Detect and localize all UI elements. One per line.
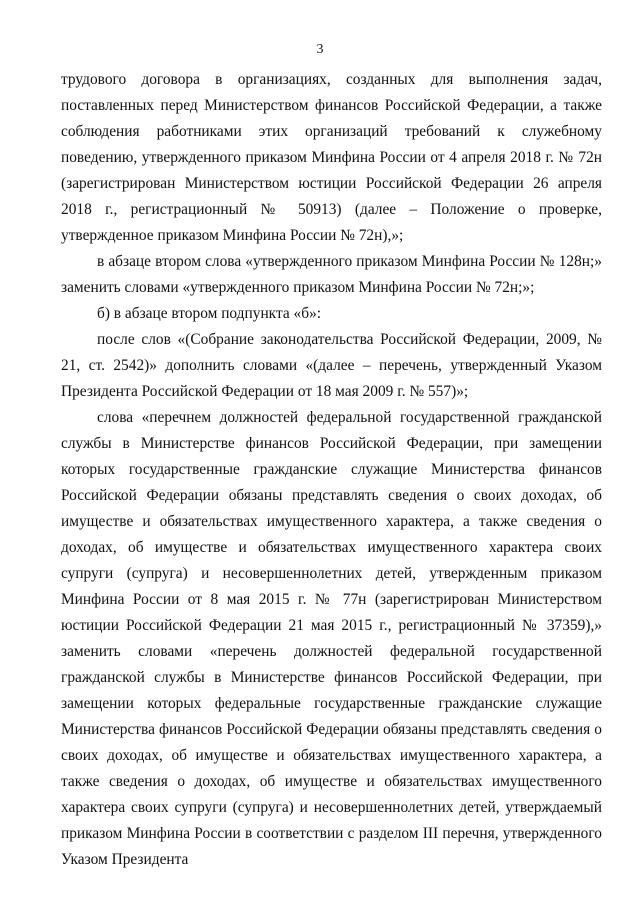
paragraph-subitem-b-heading: б) в абзаце втором подпункта «б»:	[97, 305, 322, 322]
document-body	[61, 67, 602, 873]
paragraph-words-replace: слова «перечнем должностей федеральной государственной гражданской службы в Министерстве финансов Российской Федерации, при замещении которых государственные гражданские служащие Министерства финансов Российской Федерации обязаны представлять сведения о своих доходах, об имуществе и обязательствах имущественного характера, а также сведения о доходах, об имуществе и обязательствах имущественного характера своих супруги (супруга) и несовершеннолетних детей, утвержденным приказом Минфина России от 8 мая 2015 г. № 77н (зарегистрирован Министерством юстиции Российской Федерации 21 мая 2015 г., регистрационный № 37359),» заменить словами «перечень должностей федеральной государственной гражданской службы в Министерстве финансов Российской Федерации, при замещении которых федеральные государственные гражданские служащие Министерства финансов Российской Федерации обязаны представлять сведения о своих доходах, об имуществе и обязательствах имущественного характера, а также сведения о доходах, об имуществе и обязательствах имущественного характера своих супруги (супруга) и несовершеннолетних детей, утверждаемый приказом Минфина России в соответствии с разделом III перечня, утвержденного Указом Президента	[61, 409, 602, 868]
paragraph-amendment-abzac-2: в абзаце втором слова «утвержденного приказом Минфина России № 128н;» заменить словами «утвержденного приказом Минфина России № 72н;»;	[61, 253, 602, 296]
paragraph-after-words: после слов «(Собрание законодательства Российской Федерации, 2009, № 21, ст. 2542)» дополнить словами «(далее – перечень, утвержденный Указом Президента Российской Федерации от 18 мая 2009 г. № 557)»;	[61, 331, 602, 400]
page-number: 3	[316, 42, 324, 57]
paragraph-continuation: трудового договора в организациях, созданных для выполнения задач, поставленных перед Министерством финансов Российской Федерации, а также соблюдения работниками этих организаций требований к служебному поведению, утвержденного приказом Минфина России от 4 апреля 2018 г. № 72н (зарегистрирован Министерством юстиции Российской Федерации 26 апреля 2018 г., регистрационный № 50913) (далее – Положение о проверке, утвержденное приказом Минфина России № 72н),»;	[61, 71, 602, 244]
